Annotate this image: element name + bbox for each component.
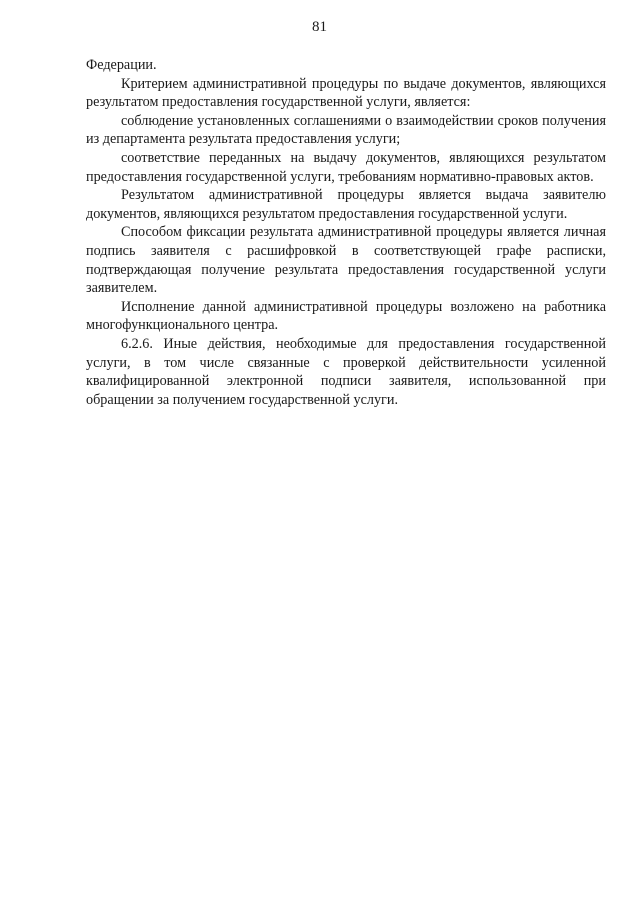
page-number: 81	[312, 19, 327, 35]
paragraph-continuation: Федерации.	[86, 57, 157, 73]
paragraph-result: Результатом административной процедуры является выдача заявителю документов, являющихся результатом предоставления государственной услуги.	[86, 187, 606, 222]
paragraph-criterion: Критерием административной процедуры по выдаче документов, являющихся результатом предоставления государственной услуги, является:	[86, 75, 606, 111]
paragraph-compliance: соответствие переданных на выдачу документов, являющихся результатом предоставления государственной услуги, требованиям нормативно-правовых актов.	[86, 149, 606, 185]
paragraph-section-6-2-6: 6.2.6. Иные действия, необходимые для предоставления государственной услуги, в том числе связанные с проверкой действительности усиленной квалифицированной электронной подписи заявителя, использованной при обращении за получением государственной услуги.	[86, 335, 606, 408]
paragraph-deadlines: соблюдение установленных соглашениями о взаимодействии сроков получения из департамента результата предоставления услуги;	[86, 112, 606, 148]
paragraph-executor: Исполнение данной административной процедуры возложено на работника многофункционального центра.	[86, 298, 606, 334]
document-body	[86, 56, 606, 409]
paragraph-fixation-method: Способом фиксации результата административной процедуры является личная подпись заявителя с расшифровкой в соответствующей графе расписки, подтверждающая получение результата предоставления государственной услуги заявителем.	[86, 224, 606, 297]
